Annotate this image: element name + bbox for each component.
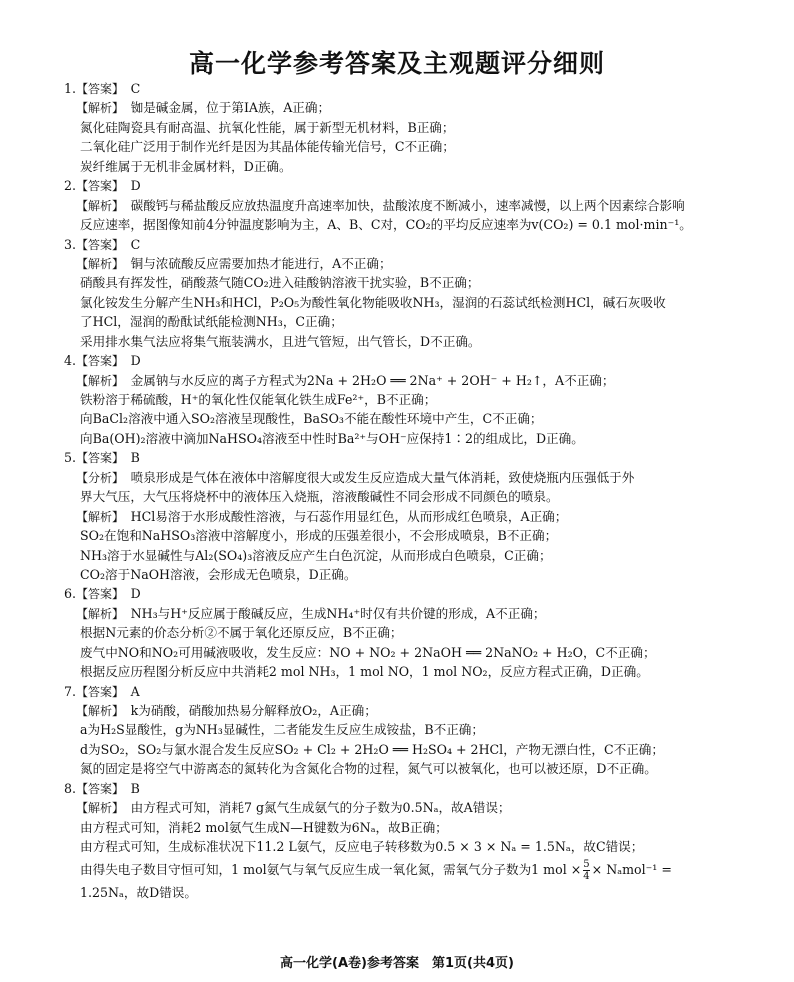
question-number: 5. (63, 450, 76, 466)
question-7 (63, 682, 736, 779)
question-5 (63, 448, 736, 584)
fraction-denominator: 4 (583, 870, 590, 882)
page-footer: 高一化学(A卷)参考答案 第1页(共4页) (280, 956, 514, 971)
page-title: 高一化学参考答案及主观题评分细则 (188, 49, 605, 78)
analysis-line: HCl易溶于水形成酸性溶液，与石蕊作用显红色，从而形成红色喷泉，A正确； (130, 508, 568, 524)
analysis-line: 铁粉溶于稀硫酸，H⁺的氧化性仅能氧化铁生成Fe²⁺，B不正确； (80, 392, 437, 407)
analysis-line: 向BaCl₂溶液中通入SO₂溶液呈现酸性，BaSO₃不能在酸性环境中产生，C不正确； (80, 411, 543, 427)
answer-value: C (130, 81, 141, 96)
answer-value: D (130, 178, 141, 194)
analysis-tag: 【解析】 (76, 509, 119, 524)
question-number: 2. (63, 178, 76, 194)
analysis-line: 1.25Nₐ，故D错误。 (80, 884, 197, 900)
answer-tag: 【答案】 (76, 237, 119, 252)
analysis-line: 反应速率，据图像知前4分钟温度影响为主，A、B、C对，CO₂的平均反应速率为v(CO₂) = 0.1 mol·min⁻¹。 (80, 217, 692, 233)
analysis-tag: 【解析】 (76, 256, 119, 271)
analysis-tag: 【解析】 (76, 606, 119, 621)
question-1 (63, 79, 736, 176)
fraction-line-before: 由得失电子数目守恒可知，1 mol氨气与氧气反应生成一氧化氮，需氧气分子数为1 mol × (80, 861, 582, 877)
answer-value: A (130, 683, 140, 699)
question-number: 4. (63, 353, 76, 369)
analysis-line: 了HCl，湿润的酚酞试纸能检测NH₃，C正确； (80, 314, 343, 330)
question-2 (63, 176, 736, 234)
question-3 (63, 235, 736, 352)
explanation-line: 喷泉形成是气体在液体中溶解度很大或发生反应造成大量气体消耗，致使烧瓶内压强低于外 (130, 469, 635, 485)
analysis-line: 根据反应历程图分析反应中共消耗2 mol NH₃，1 mol NO，1 mol NO₂，反应方程式正确，D正确。 (80, 664, 649, 680)
fraction-numerator: 5 (583, 858, 590, 870)
answer-tag: 【答案】 (76, 354, 119, 369)
analysis-line: SO₂在饱和NaHSO₃溶液中溶解度小，形成的压强差很小，不会形成喷泉，B不正确； (80, 528, 558, 544)
analysis-line: CO₂溶于NaOH溶液，会形成无色喷泉，D正确。 (80, 566, 357, 582)
answer-tag: 【答案】 (76, 781, 119, 796)
analysis-line: 废气中NO和NO₂可用碱液吸收，发生反应：NO + NO₂ + 2NaOH ══ 2NaNO₂ + H₂O，C不正确； (80, 644, 656, 660)
answer-tag: 【答案】 (76, 684, 119, 699)
answer-value: D (130, 586, 141, 602)
answer-value: D (130, 353, 141, 369)
fraction (583, 859, 589, 882)
question-6 (63, 584, 736, 681)
explanation-tag: 【分析】 (76, 470, 119, 485)
analysis-line: 碳酸钙与稀盐酸反应放热温度升高速率加快，盐酸浓度不断减小，速率减慢，以上两个因素综合影响 (130, 197, 685, 213)
analysis-line: NH₃与H⁺反应属于酸碱反应，生成NH₄⁺时仅有共价键的形成，A不正确； (130, 605, 546, 621)
answer-tag: 【答案】 (76, 179, 119, 194)
question-8 (63, 779, 736, 902)
analysis-line: 硝酸具有挥发性，硝酸蒸气随CO₂进入硅酸钠溶液干扰实验，B不正确； (80, 275, 480, 291)
analysis-line: 由方程式可知，消耗7 g氮气生成氨气的分子数为0.5Nₐ，故A错误； (130, 800, 511, 816)
analysis-line: a为H₂S显酸性，g为NH₃显碱性，二者能发生反应生成铵盐，B不正确； (80, 722, 484, 738)
analysis-line: 由方程式可知，生成标准状况下11.2 L氨气，反应电子转移数为0.5 × 3 × Nₐ = 1.5Nₐ，故C错误； (80, 839, 644, 855)
analysis-line: 铷是碱金属，位于第ⅠA族，A正确； (130, 100, 331, 116)
analysis-line: 金属钠与水反应的离子方程式为2Na + 2H₂O ══ 2Na⁺ + 2OH⁻ + H₂↑，A不正确； (130, 372, 615, 388)
analysis-line: d为SO₂，SO₂与氯水混合发生反应SO₂ + Cl₂ + 2H₂O ══ H₂SO₄ + 2HCl，产物无漂白性，C不正确； (80, 741, 664, 757)
answer-tag: 【答案】 (76, 451, 119, 466)
analysis-line: 由方程式可知，消耗2 mol氨气生成N—H键数为6Nₐ，故B正确； (80, 819, 448, 835)
analysis-line: 二氧化硅广泛用于制作光纤是因为其晶体能传输光信号，C不正确； (80, 139, 455, 155)
question-number: 3. (63, 236, 76, 252)
analysis-line: 氮化硅陶瓷具有耐高温、抗氧化性能，属于新型无机材料，B正确； (80, 119, 455, 135)
analysis-line: 炭纤维属于无机非金属材料，D正确。 (80, 158, 292, 174)
question-number: 6. (63, 586, 76, 602)
analysis-line: 采用排水集气法应将集气瓶装满水，且进气管短，出气管长，D不正确。 (80, 333, 481, 349)
analysis-line: 向Ba(OH)₂溶液中滴加NaHSO₄溶液至中性时Ba²⁺与OH⁻应保持1∶2的组成比，D正确。 (80, 430, 584, 446)
question-number: 8. (63, 780, 76, 796)
explanation-line: 界大气压，大气压将烧杯中的液体压入烧瓶，溶液酸碱性不同会形成不同颜色的喷泉。 (80, 489, 559, 505)
analysis-line: NH₃溶于水显碱性与Al₂(SO₄)₃溶液反应产生白色沉淀，从而形成白色喷泉，C正确； (80, 547, 552, 563)
question-4 (63, 351, 736, 448)
question-number: 7. (63, 683, 76, 699)
analysis-tag: 【解析】 (76, 101, 119, 116)
question-number: 1. (63, 81, 76, 96)
answer-value: B (130, 780, 140, 796)
analysis-tag: 【解析】 (76, 373, 119, 388)
analysis-tag: 【解析】 (76, 198, 119, 213)
answer-value: B (130, 450, 140, 466)
answer-tag: 【答案】 (76, 587, 119, 602)
answer-value: C (130, 236, 141, 252)
analysis-line: k为硝酸，硝酸加热易分解释放O₂，A正确； (130, 703, 377, 718)
analysis-line: 氮的固定是将空气中游离态的氮转化为含氮化合物的过程，氮气可以被氧化，也可以被还原，D不正确。 (80, 761, 657, 777)
answer-tag: 【答案】 (76, 82, 119, 96)
analysis-line: 氯化铵发生分解产生NH₃和HCl，P₂O₅为酸性氧化物能吸收NH₃，湿润的石蕊试纸检测HCl，碱石灰吸收 (80, 294, 666, 310)
fraction-line (76, 857, 736, 883)
analysis-tag: 【解析】 (76, 801, 119, 816)
fraction-line-after: × Nₐmol⁻¹ = (591, 861, 672, 877)
analysis-line: 铜与浓硫酸反应需要加热才能进行，A不正确； (130, 255, 392, 271)
answer-content (63, 79, 736, 902)
analysis-tag: 【解析】 (76, 704, 119, 718)
analysis-line: 根据N元素的价态分析②不属于氧化还原反应，B不正确； (80, 625, 403, 641)
